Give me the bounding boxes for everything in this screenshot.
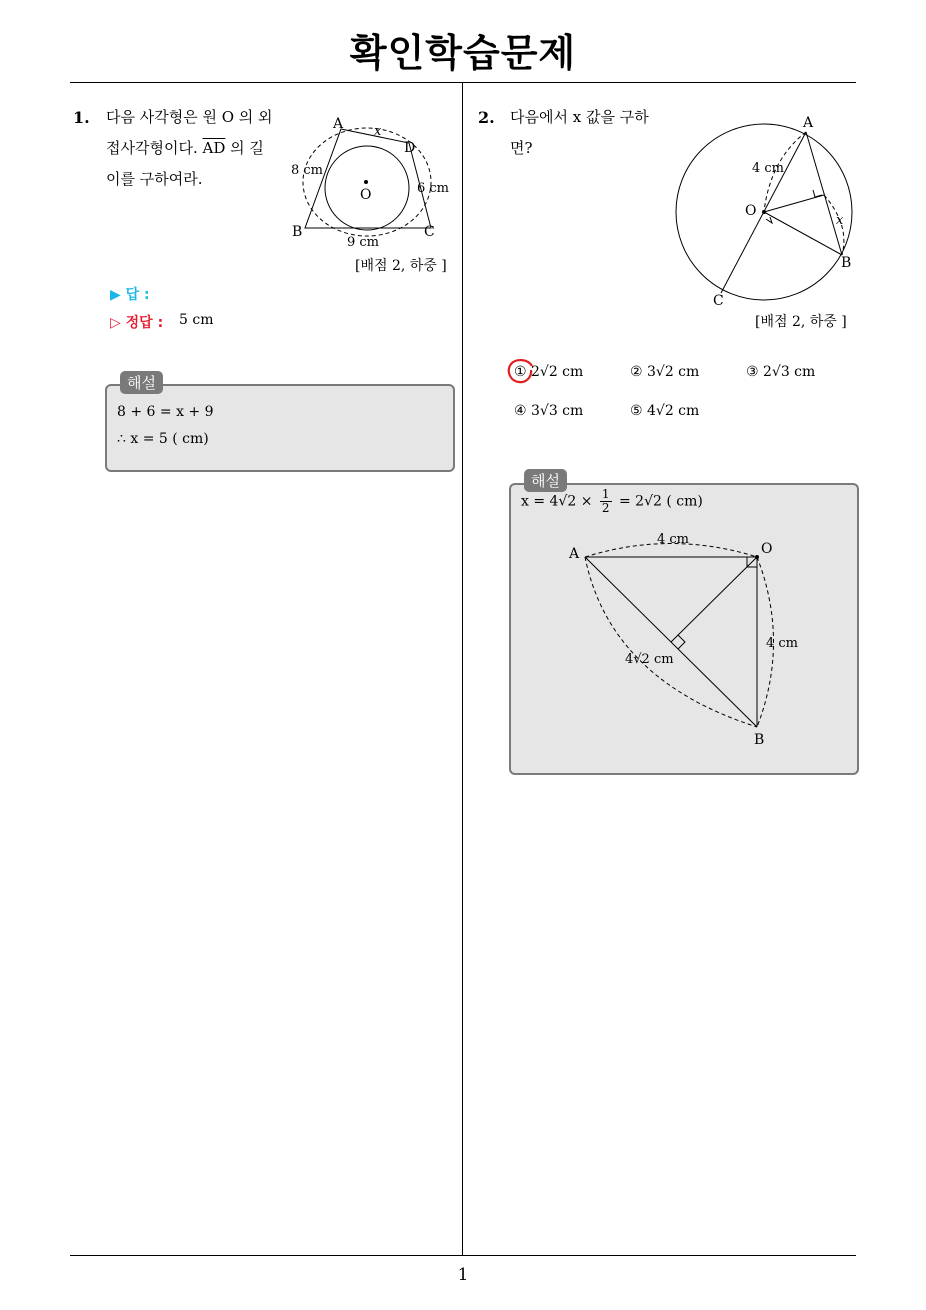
q1-label-a: A: [333, 116, 344, 132]
q1-correct-value: 5 cm: [179, 312, 214, 328]
q1-correct-label: ▷ 정답 :: [110, 315, 164, 331]
q2-label-b: B: [841, 255, 852, 271]
q2-sol-label-a: A: [569, 546, 580, 562]
q2-label-a: A: [803, 115, 814, 131]
q2-meta: [배점 2, 하중 ]: [755, 314, 847, 330]
q2-solution-fraction: $\frac{1}{2}$: [601, 487, 610, 515]
q1-label-bc: 9 cm: [347, 235, 380, 250]
q2-solution-formula: x = 4√2 × $\frac{1}{2}$ = 2√2 ( cm): [521, 487, 703, 515]
q1-label-o: O: [360, 187, 372, 203]
page-title: 확인학습문제: [349, 31, 577, 75]
q2-text: [510, 102, 670, 164]
q2-label-o: O: [745, 203, 757, 219]
q1-solution-box: [105, 384, 455, 472]
q1-text-line2: 접사각형이다. $\overline{AD}$ 의 길: [106, 139, 264, 157]
q1-label-c: C: [424, 224, 435, 240]
q1-solution-line1: 8 + 6 = x + 9: [117, 404, 214, 420]
q1-meta: [배점 2, 하중 ]: [355, 258, 447, 274]
segment-ad: $\overline{AD}$: [202, 139, 226, 157]
q1-label-b: B: [292, 224, 303, 240]
q2-choice-4[interactable]: ④ 3√3 cm: [514, 403, 584, 419]
q2-sol-label-b: B: [754, 732, 765, 748]
q1-figure: [286, 112, 456, 252]
q1-number: 1.: [73, 108, 90, 127]
q2-number: 2.: [478, 108, 495, 127]
page-number: 1: [457, 1265, 469, 1285]
q1-label-d: D: [404, 140, 416, 156]
q2-sol-label-ao: 4 cm: [657, 532, 690, 547]
q2-label-c: C: [713, 293, 724, 309]
q1-label-ab: 8 cm: [291, 163, 324, 178]
q2-sol-label-ob: 4 cm: [766, 636, 799, 651]
q1-answer-label: ▶ 답 :: [110, 287, 150, 303]
q1-label-x: x: [374, 124, 382, 139]
q1-text: [106, 102, 286, 195]
q2-figure: [665, 110, 865, 310]
q2-solution-tag: 해설: [524, 469, 567, 492]
q2-label-oa: 4 cm: [752, 161, 785, 176]
q2-text-line2: 면?: [510, 139, 533, 157]
q1-text-line3: 이를 구하여라.: [106, 170, 203, 188]
q2-solution-figure: [565, 525, 805, 755]
q1-solution-tag: 해설: [120, 371, 163, 394]
q2-label-x: x: [836, 213, 844, 228]
q1-solution-line2: ∴ x = 5 ( cm): [117, 431, 209, 447]
footer-rule: [70, 1255, 856, 1256]
q1-text-line1: 다음 사각형은 원 O 의 외: [106, 108, 273, 126]
q2-sol-label-o: O: [761, 541, 773, 557]
q2-choice-3[interactable]: ③ 2√3 cm: [746, 364, 816, 380]
q2-text-line1: 다음에서 x 값을 구하: [510, 108, 649, 126]
q2-sol-label-ab: 4√2 cm: [625, 652, 674, 667]
q2-choice-1[interactable]: ① 2√2 cm: [514, 364, 584, 380]
q1-label-cd: 6 cm: [417, 181, 450, 196]
header-rule: [70, 82, 856, 83]
q2-choice-2[interactable]: ② 3√2 cm: [630, 364, 700, 380]
column-divider: [462, 83, 463, 1256]
q2-choice-5[interactable]: ⑤ 4√2 cm: [630, 403, 700, 419]
